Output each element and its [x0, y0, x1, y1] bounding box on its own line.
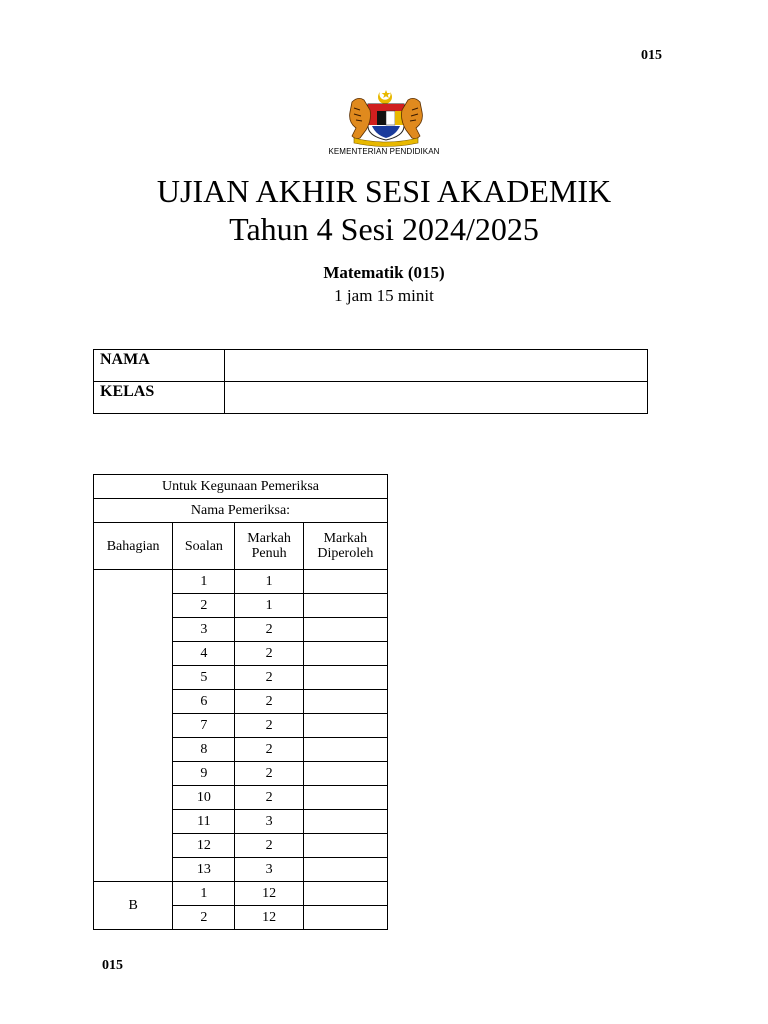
section-a-cell	[94, 570, 173, 882]
class-field[interactable]	[225, 382, 648, 414]
marks-obtained-cell[interactable]	[303, 858, 387, 882]
table-row	[94, 882, 388, 906]
name-field[interactable]	[225, 350, 648, 382]
full-marks: 2	[235, 642, 303, 666]
section-b-cell: B	[94, 882, 173, 930]
question-number: 11	[173, 810, 235, 834]
class-row	[94, 382, 648, 414]
exam-title-line-1: UJIAN AKHIR SESI AKADEMIK	[156, 173, 612, 209]
question-number: 1	[173, 570, 235, 594]
full-marks: 2	[235, 834, 303, 858]
full-marks: 12	[235, 906, 303, 930]
marks-obtained-cell[interactable]	[303, 714, 387, 738]
marks-obtained-cell[interactable]	[303, 570, 387, 594]
subject-heading: Matematik (015)	[323, 263, 445, 282]
marks-obtained-cell[interactable]	[303, 618, 387, 642]
examiner-marking-table	[93, 474, 388, 930]
marking-title-row	[94, 475, 388, 499]
full-marks: 2	[235, 666, 303, 690]
class-label: KELAS	[94, 382, 225, 414]
question-number: 10	[173, 786, 235, 810]
examiner-name-label: Nama Pemeriksa:	[94, 499, 388, 523]
full-marks: 1	[235, 570, 303, 594]
full-marks: 2	[235, 618, 303, 642]
exam-title-line-2: Tahun 4 Sesi 2024/2025	[229, 211, 539, 247]
exam-title	[0, 172, 768, 248]
marks-obtained-cell[interactable]	[303, 594, 387, 618]
name-label: NAMA	[94, 350, 225, 382]
question-number: 1	[173, 882, 235, 906]
question-number: 7	[173, 714, 235, 738]
logo-caption: KEMENTERIAN PENDIDIKAN	[328, 147, 440, 156]
marks-obtained-cell[interactable]	[303, 906, 387, 930]
question-number: 3	[173, 618, 235, 642]
marking-title: Untuk Kegunaan Pemeriksa	[94, 475, 388, 499]
question-number: 4	[173, 642, 235, 666]
column-header-markah-penuh: Markah Penuh	[235, 523, 303, 570]
full-marks: 1	[235, 594, 303, 618]
paper-code-bottom: 015	[102, 958, 123, 973]
question-number: 8	[173, 738, 235, 762]
column-header-bahagian: Bahagian	[94, 523, 173, 570]
marks-obtained-cell[interactable]	[303, 642, 387, 666]
marks-obtained-cell[interactable]	[303, 690, 387, 714]
question-number: 13	[173, 858, 235, 882]
full-marks: 3	[235, 810, 303, 834]
full-marks: 2	[235, 690, 303, 714]
paper-code-top: 015	[641, 48, 662, 63]
marks-obtained-cell[interactable]	[303, 834, 387, 858]
column-header-row	[94, 523, 388, 570]
exam-duration: 1 jam 15 minit	[334, 286, 434, 305]
question-number: 9	[173, 762, 235, 786]
full-marks: 2	[235, 762, 303, 786]
marks-obtained-cell[interactable]	[303, 666, 387, 690]
column-header-soalan: Soalan	[173, 523, 235, 570]
question-number: 6	[173, 690, 235, 714]
student-info-table	[93, 349, 648, 414]
column-header-markah-diperoleh: Markah Diperoleh	[303, 523, 387, 570]
marks-obtained-cell[interactable]	[303, 762, 387, 786]
table-row	[94, 570, 388, 594]
full-marks: 2	[235, 738, 303, 762]
full-marks: 2	[235, 786, 303, 810]
marks-obtained-cell[interactable]	[303, 882, 387, 906]
marks-obtained-cell[interactable]	[303, 810, 387, 834]
question-number: 12	[173, 834, 235, 858]
marks-obtained-cell[interactable]	[303, 738, 387, 762]
question-number: 5	[173, 666, 235, 690]
name-row	[94, 350, 648, 382]
examiner-name-row	[94, 499, 388, 523]
question-number: 2	[173, 594, 235, 618]
full-marks: 12	[235, 882, 303, 906]
full-marks: 3	[235, 858, 303, 882]
full-marks: 2	[235, 714, 303, 738]
question-number: 2	[173, 906, 235, 930]
marks-obtained-cell[interactable]	[303, 786, 387, 810]
